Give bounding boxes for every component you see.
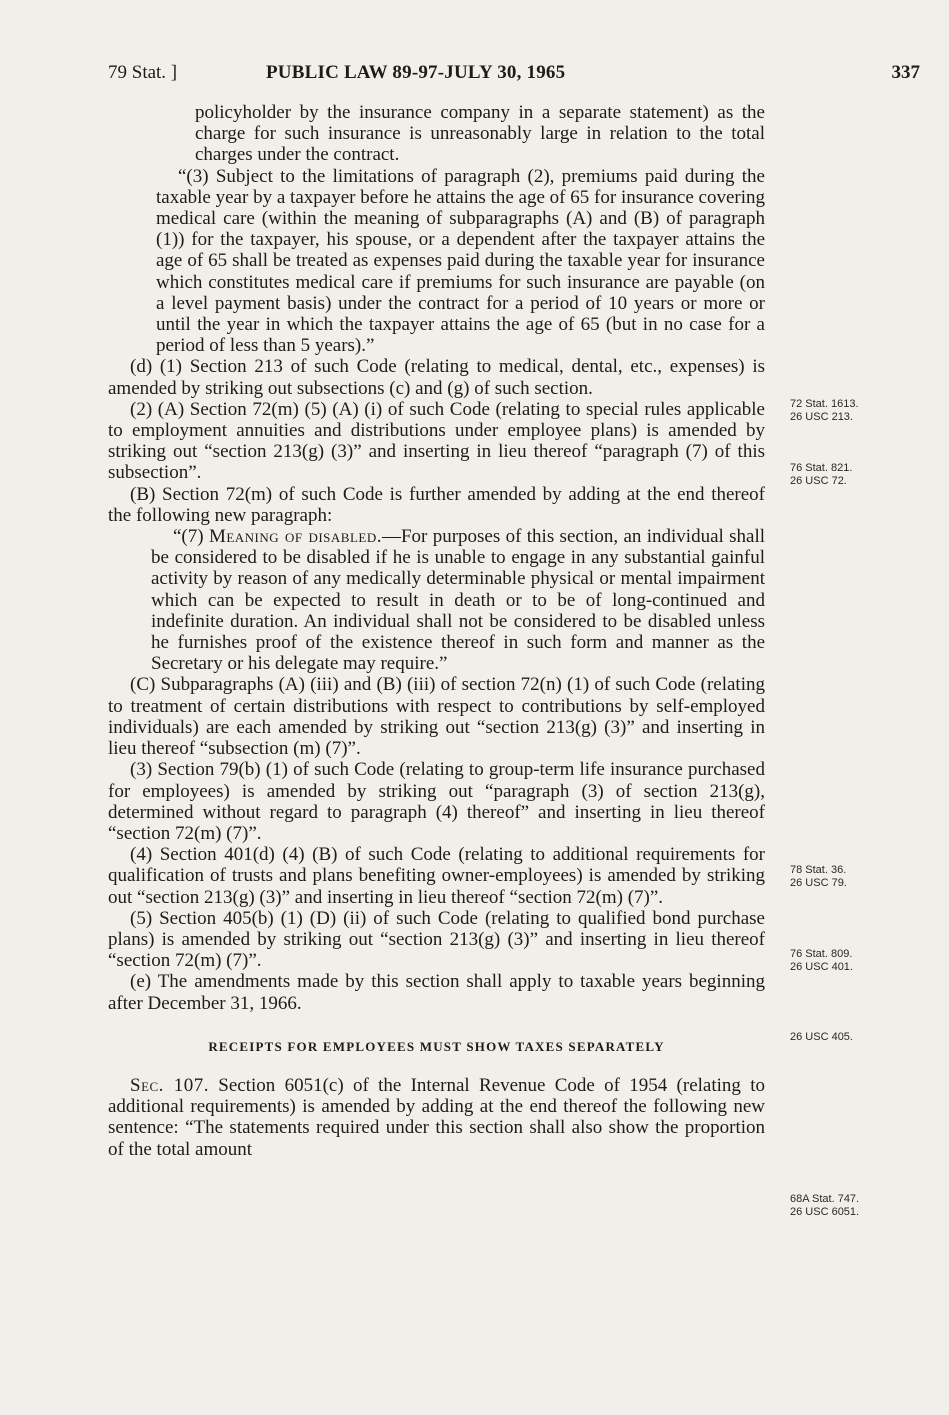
section-number: Sec. 107. xyxy=(130,1074,209,1096)
margin-citation: 78 Stat. 36. 26 USC 79. xyxy=(790,864,847,889)
quoted-paragraph-block xyxy=(108,526,765,674)
paragraph: policyholder by the insurance company in a separate statement) as the charge for such insurance is unreasonably large in relation to the total charges under the contract. xyxy=(195,102,765,166)
paragraph xyxy=(151,526,765,674)
margin-citation: 76 Stat. 821. 26 USC 72. xyxy=(790,462,853,487)
page-number: 337 xyxy=(891,62,920,83)
paragraph: (2) (A) Section 72(m) (5) (A) (i) of such Code (relating to special rules applicable to employment annuities and distributions under employee plans) is amended by striking out “section 213(g) (3)” and inserting in lieu thereof “paragraph (7) of this subsection”. xyxy=(108,398,765,484)
paragraph: “(3) Subject to the limitations of paragraph (2), premiums paid during the taxable year by a taxpayer before he attains the age of 65 for insurance covering medical care (within the meaning of subparagraphs (A) and (B) of paragraph (1)) for the taxpayer, his spouse, or a dependent after the taxpayer attains the age of 65 shall be treated as expenses paid during the taxable year for insurance which constitutes medical care if premiums for such insurance are payable (on a level payment basis) under the contract for a period of 10 years or more or until the year in which the taxpayer attains the age of 65 (but in no case for a period of less than 5 years).” xyxy=(156,165,765,357)
paragraph: (3) Section 79(b) (1) of such Code (relating to group-term life insurance purchased for employees) is amended by striking out “paragraph (3) of section 213(g), determined without regard to paragraph (4) thereof” and inserting in lieu thereof “section 72(m) (7)”. xyxy=(108,759,765,844)
body-text xyxy=(108,102,765,1160)
margin-citation: 26 USC 405. xyxy=(790,1031,853,1043)
margin-citation: 68A Stat. 747. 26 USC 6051. xyxy=(790,1193,860,1218)
paragraph: (B) Section 72(m) of such Code is further amended by adding at the end thereof the following new paragraph: xyxy=(108,483,765,526)
law-title: PUBLIC LAW 89-97-JULY 30, 1965 xyxy=(266,62,566,83)
paragraph: (e) The amendments made by this section shall apply to taxable years beginning after December 31, 1966. xyxy=(108,971,765,1014)
margin-citation: 72 Stat. 1613. 26 USC 213. xyxy=(790,398,859,423)
paragraph: (d) (1) Section 213 of such Code (relating to medical, dental, etc., expenses) is amended by striking out subsections (c) and (g) of such section. xyxy=(108,356,765,399)
paragraph xyxy=(108,1075,765,1160)
running-head xyxy=(108,62,920,88)
section-heading: RECEIPTS FOR EMPLOYEES MUST SHOW TAXES SEPARATELY xyxy=(208,1038,665,1054)
statute-volume: 79 Stat. ] xyxy=(108,62,178,83)
paragraph-text: —For purposes of this section, an individual shall be considered to be disabled if he is unable to engage in any substantial gainful activity by reason of any medically determinable physical or mental impairment which can be expected to result in death or to be of long-continued and indefinite duration. An individual shall not be considered to be disabled unless he furnishes proof of the existence thereof in such form and manner as the Secretary or his delegate may require.” xyxy=(151,526,766,675)
paragraph: (4) Section 401(d) (4) (B) of such Code (relating to additional requirements for qualification of trusts and plans benefiting owner-employees) is amended by striking out “section 213(g) (3)” and inserting in lieu thereof “section 72(m) (7)”. xyxy=(108,844,765,908)
quoted-paragraph-block xyxy=(108,166,765,357)
paragraph: (C) Subparagraphs (A) (iii) and (B) (iii) of section 72(n) (1) of such Code (relating to treatment of certain distributions with respect to contributions by self-employed individuals) are each amended by striking out “section 213(g) (3)” and inserting in lieu thereof “subsection (m) (7)”. xyxy=(108,674,765,760)
paragraph-heading: Meaning of disabled. xyxy=(208,526,382,548)
paragraph-prefix: “(7) xyxy=(173,526,209,548)
paragraph-text: Section 6051(c) of the Internal Revenue Code of 1954 (relating to additional requirements) is amended by adding at the end thereof the following new sentence: “The statements required under this section shall also show the proportion of the total amount xyxy=(108,1074,765,1160)
margin-citation: 76 Stat. 809. 26 USC 401. xyxy=(790,948,853,973)
paragraph: (5) Section 405(b) (1) (D) (ii) of such Code (relating to qualified bond purchase plans) is amended by striking out “section 213(g) (3)” and inserting in lieu thereof “section 72(m) (7)”. xyxy=(108,907,765,972)
